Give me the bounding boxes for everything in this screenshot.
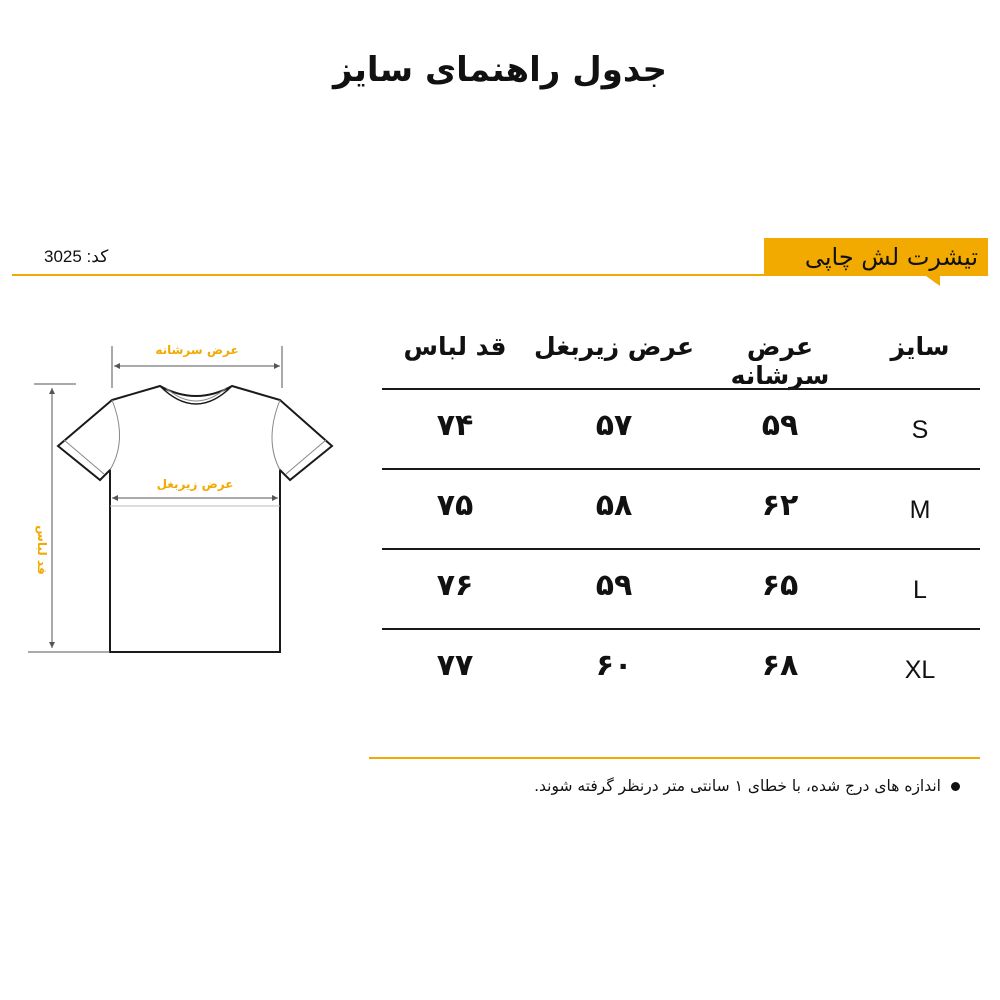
- armpit-dimension: [110, 477, 280, 506]
- table-row: [382, 548, 980, 628]
- table-row: [382, 468, 980, 548]
- tshirt-outline-icon: [20, 330, 360, 670]
- size-table: [382, 322, 980, 708]
- shoulder-dimension: [112, 343, 282, 388]
- product-code: کد: 3025: [44, 247, 109, 266]
- cell-size: S: [911, 416, 929, 444]
- header-size: سایز: [890, 332, 950, 361]
- cell-shoulder: ۵۹: [761, 408, 799, 443]
- product-name-tab: [764, 238, 988, 276]
- product-name: تیشرت لش چاپی: [804, 243, 978, 271]
- tshirt-shape: [58, 386, 332, 652]
- cell-armpit: ۵۷: [595, 408, 633, 443]
- length-dimension-label: قد لباس: [35, 525, 49, 575]
- cell-size: XL: [904, 656, 936, 684]
- table-header: [382, 322, 980, 388]
- cell-shoulder: ۶۵: [761, 568, 799, 603]
- page-title: جدول راهنمای سایز: [333, 50, 667, 90]
- cell-length: ۷۷: [436, 648, 474, 683]
- length-dimension: [28, 384, 110, 652]
- measurement-note: [534, 777, 960, 795]
- header-armpit-width: عرض زیربغل: [533, 332, 695, 361]
- cell-shoulder: ۶۲: [761, 488, 799, 523]
- table-row: [382, 388, 980, 468]
- cell-armpit: ۵۸: [595, 488, 633, 523]
- footer-divider: [369, 757, 980, 759]
- shoulder-dimension-label: عرض سرشانه: [155, 343, 239, 357]
- header-shoulder-width: عرض سرشانه: [730, 332, 830, 390]
- cell-armpit: ۶۰: [595, 648, 633, 683]
- cell-armpit: ۵۹: [595, 568, 633, 603]
- cell-length: ۷۵: [436, 488, 474, 523]
- cell-size: M: [909, 496, 931, 524]
- cell-length: ۷۴: [436, 408, 474, 443]
- cell-shoulder: ۶۸: [761, 648, 799, 683]
- cell-length: ۷۶: [436, 568, 474, 603]
- armpit-dimension-label: عرض زیربغل: [156, 477, 234, 491]
- cell-size: L: [913, 576, 927, 604]
- table-row: [382, 628, 980, 708]
- bullet-dot-icon: [951, 782, 960, 791]
- header-length: قد لباس: [403, 332, 507, 361]
- note-text: اندازه های درج شده، با خطای ۱ سانتی متر درنظر گرفته شوند.: [534, 777, 941, 795]
- product-tab-tail: [926, 276, 940, 286]
